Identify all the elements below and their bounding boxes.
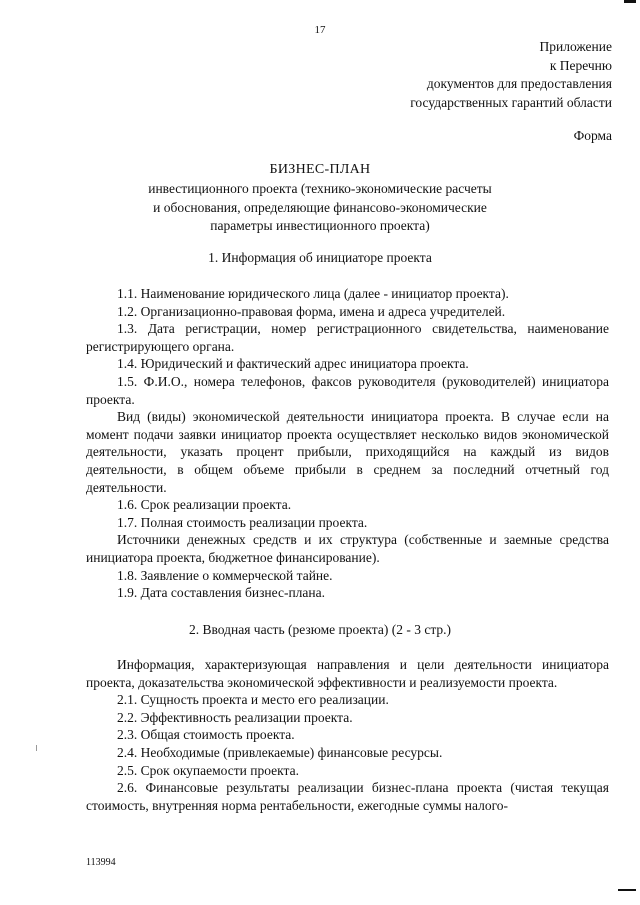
paragraph: 2.2. Эффективность реализации проекта.	[117, 709, 353, 725]
paragraph: 1.7. Полная стоимость реализации проекта.	[117, 514, 368, 530]
appendix-line: Приложение	[539, 39, 612, 54]
scan-artifact	[36, 745, 37, 751]
paragraph: Вид (виды) экономической деятельности инициатора проекта. В случае если на момент подачи заявки инициатор проекта осуществляет несколько видов экономической деятельности, указать процент прибыли, приходящийся на каждый из видов деятельности, в общем объеме прибыли в среднем за последний отчетный год деятельности.	[86, 409, 609, 495]
paragraph: 2.6. Финансовые результаты реализации бизнес-плана проекта (чистая текущая стоимость, внутренняя норма рентабельности, ежегодные суммы налого-	[86, 780, 609, 813]
section-2-body	[86, 656, 609, 814]
document-subtitle	[0, 180, 640, 236]
paragraph: Источники денежных средств и их структура (собственные и заемные средства инициатора проекта, бюджетное финансирование).	[86, 532, 609, 565]
form-label: Форма	[573, 128, 612, 143]
corner-mark-top	[624, 0, 636, 3]
paragraph: 1.1. Наименование юридического лица (далее - инициатор проекта).	[117, 286, 509, 301]
page-number: 17	[314, 24, 326, 36]
appendix-reference	[410, 38, 612, 112]
section-heading-1: 1. Информация об инициаторе проекта	[208, 250, 432, 265]
paragraph: 2.4. Необходимые (привлекаемые) финансовые ресурсы.	[117, 744, 443, 760]
paragraph: 1.6. Срок реализации проекта.	[117, 497, 292, 513]
paragraph: 1.9. Дата составления бизнес-плана.	[117, 585, 326, 601]
appendix-line: документов для предоставления	[426, 76, 612, 92]
appendix-line: к Перечню	[549, 57, 612, 73]
paragraph: 1.2. Организационно-правовая форма, имена и адреса учредителей.	[117, 303, 506, 319]
subtitle-line: параметры инвестиционного проекта)	[210, 218, 430, 234]
appendix-line: государственных гарантий области	[410, 94, 612, 110]
section-heading-2: 2. Вводная часть (резюме проекта) (2 - 3 стр.)	[188, 622, 452, 637]
footer-code: 113994	[86, 857, 116, 868]
paragraph: 1.4. Юридический и фактический адрес инициатора проекта.	[117, 356, 469, 372]
paragraph: Информация, характеризующая направления и цели деятельности инициатора проекта, доказательства экономической эффективности и реализуемости проекта.	[86, 657, 609, 690]
paragraph: 2.5. Срок окупаемости проекта.	[117, 762, 299, 778]
paragraph: 1.3. Дата регистрации, номер регистрационного свидетельства, наименование регистрирующего органа.	[86, 321, 609, 354]
corner-mark-bottom	[618, 889, 636, 891]
paragraph: 2.3. Общая стоимость проекта.	[117, 727, 295, 743]
subtitle-line: и обоснования, определяющие финансово-экономические	[153, 199, 487, 215]
document-title: БИЗНЕС-ПЛАН	[269, 162, 371, 177]
subtitle-line: инвестиционного проекта (технико-экономические расчеты	[148, 181, 492, 196]
section-1-body	[86, 285, 609, 602]
paragraph: 1.8. Заявление о коммерческой тайне.	[117, 567, 333, 583]
paragraph: 1.5. Ф.И.О., номера телефонов, факсов руководителя (руководителей) инициатора проекта.	[86, 373, 609, 407]
paragraph: 2.1. Сущность проекта и место его реализации.	[117, 692, 389, 708]
